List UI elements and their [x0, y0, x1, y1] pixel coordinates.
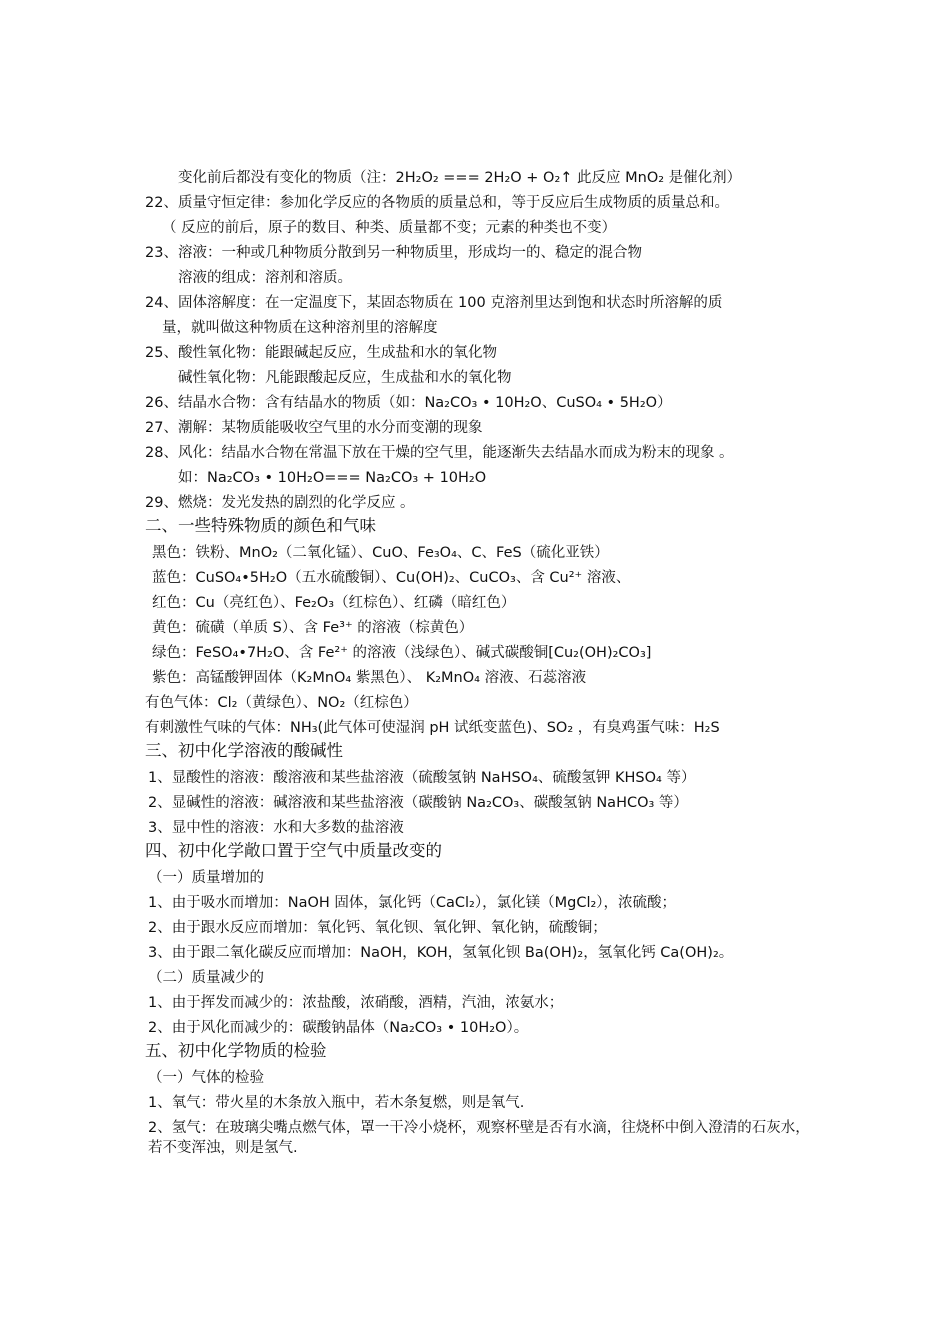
- text-line: 27、潮解：某物质能吸收空气里的水分而变潮的现象: [145, 420, 483, 436]
- text-line: 变化前后都没有变化的物质（注：2H₂O₂ === 2H₂O + O₂↑ 此反应 MnO₂ 是催化剂）: [178, 170, 742, 186]
- section-heading: 五、初中化学物质的检验: [145, 1041, 327, 1060]
- text-line: 2、氢气：在玻璃尖嘴点燃气体，罩一干冷小烧杯，观察杯壁是否有水滴，往烧杯中倒入澄清的石灰水，若不变浑浊，则是氢气.: [148, 1120, 810, 1156]
- text-line: 22、质量守恒定律：参加化学反应的各物质的质量总和，等于反应后生成物质的质量总和。: [145, 195, 729, 211]
- section-heading: 二、一些特殊物质的颜色和气味: [145, 516, 376, 535]
- text-line: 1、氧气：带火星的木条放入瓶中，若木条复燃，则是氧气.: [148, 1095, 525, 1111]
- text-line: 2、由于风化而减少的：碳酸钠晶体（Na₂CO₃ • 10H₂O）。: [148, 1020, 529, 1036]
- text-line: 绿色：FeSO₄•7H₂O、含 Fe²⁺ 的溶液（浅绿色）、碱式碳酸铜[Cu₂(OH)₂CO₃]: [152, 645, 652, 661]
- section-heading: 三、初中化学溶液的酸碱性: [145, 741, 343, 760]
- text-line: 量，就叫做这种物质在这种溶剂里的溶解度: [162, 320, 438, 336]
- text-line: （ 反应的前后，原子的数目、种类、质量都不变；元素的种类也不变）: [162, 220, 617, 236]
- text-line: 2、由于跟水反应而增加：氧化钙、氧化钡、氧化钾、氧化钠，硫酸铜；: [148, 920, 607, 936]
- text-line: 24、固体溶解度：在一定温度下，某固态物质在 100 克溶剂里达到饱和状态时所溶解的质: [145, 295, 723, 311]
- text-line: 有色气体：Cl₂（黄绿色）、NO₂（红棕色）: [145, 695, 418, 711]
- text-line: 29、燃烧：发光发热的剧烈的化学反应 。: [145, 495, 415, 511]
- text-line: 有刺激性气味的气体：NH₃(此气体可使湿润 pH 试纸变蓝色)、SO₂ ，有臭鸡蛋气味：H₂S: [145, 720, 720, 736]
- text-line: 25、酸性氧化物：能跟碱起反应，生成盐和水的氧化物: [145, 345, 497, 361]
- text-line: 溶液的组成：溶剂和溶质。: [178, 270, 352, 286]
- text-line: 28、风化：结晶水合物在常温下放在干燥的空气里，能逐渐失去结晶水而成为粉末的现象 。: [145, 445, 734, 461]
- text-line: 1、由于吸水而增加：NaOH 固体，氯化钙（CaCl₂），氯化镁（MgCl₂），浓硫酸；: [148, 895, 677, 911]
- section-heading: 四、初中化学敞口置于空气中质量改变的: [145, 841, 442, 860]
- text-line: 23、溶液：一种或几种物质分散到另一种物质里，形成均一的、稳定的混合物: [145, 245, 642, 261]
- text-line: （一）气体的检验: [148, 1070, 264, 1086]
- text-line: 1、显酸性的溶液：酸溶液和某些盐溶液（硫酸氢钠 NaHSO₄、硫酸氢钾 KHSO₄ 等）: [148, 770, 696, 786]
- text-line: 1、由于挥发而减少的：浓盐酸，浓硝酸，酒精，汽油，浓氨水；: [148, 995, 564, 1011]
- text-line: （二）质量减少的: [148, 970, 264, 986]
- text-line: 紫色：高锰酸钾固体（K₂MnO₄ 紫黑色）、 K₂MnO₄ 溶液、石蕊溶液: [152, 670, 587, 686]
- text-line: 3、由于跟二氧化碳反应而增加：NaOH，KOH，氢氧化钡 Ba(OH)₂，氢氧化钙 Ca(OH)₂。: [148, 945, 734, 961]
- text-line: 蓝色：CuSO₄•5H₂O（五水硫酸铜）、Cu(OH)₂、CuCO₃、含 Cu²⁺ 溶液、: [152, 570, 631, 586]
- text-line: 如：Na₂CO₃ • 10H₂O=== Na₂CO₃ + 10H₂O: [178, 470, 487, 486]
- text-line: 3、显中性的溶液：水和大多数的盐溶液: [148, 820, 404, 836]
- text-line: 黄色：硫磺（单质 S）、含 Fe³⁺ 的溶液（棕黄色）: [152, 620, 474, 636]
- text-line: 26、结晶水合物：含有结晶水的物质（如：Na₂CO₃ • 10H₂O、CuSO₄ • 5H₂O）: [145, 395, 672, 411]
- text-line: 2、显碱性的溶液：碱溶液和某些盐溶液（碳酸钠 Na₂CO₃、碳酸氢钠 NaHCO₃ 等）: [148, 795, 688, 811]
- text-line: 红色：Cu（亮红色）、Fe₂O₃（红棕色）、红磷（暗红色）: [152, 595, 516, 611]
- text-line: （一）质量增加的: [148, 870, 264, 886]
- text-line: 碱性氧化物：凡能跟酸起反应，生成盐和水的氧化物: [178, 370, 512, 386]
- text-line: 黑色：铁粉、MnO₂（二氧化锰）、CuO、Fe₃O₄、C、FeS（硫化亚铁）: [152, 545, 609, 561]
